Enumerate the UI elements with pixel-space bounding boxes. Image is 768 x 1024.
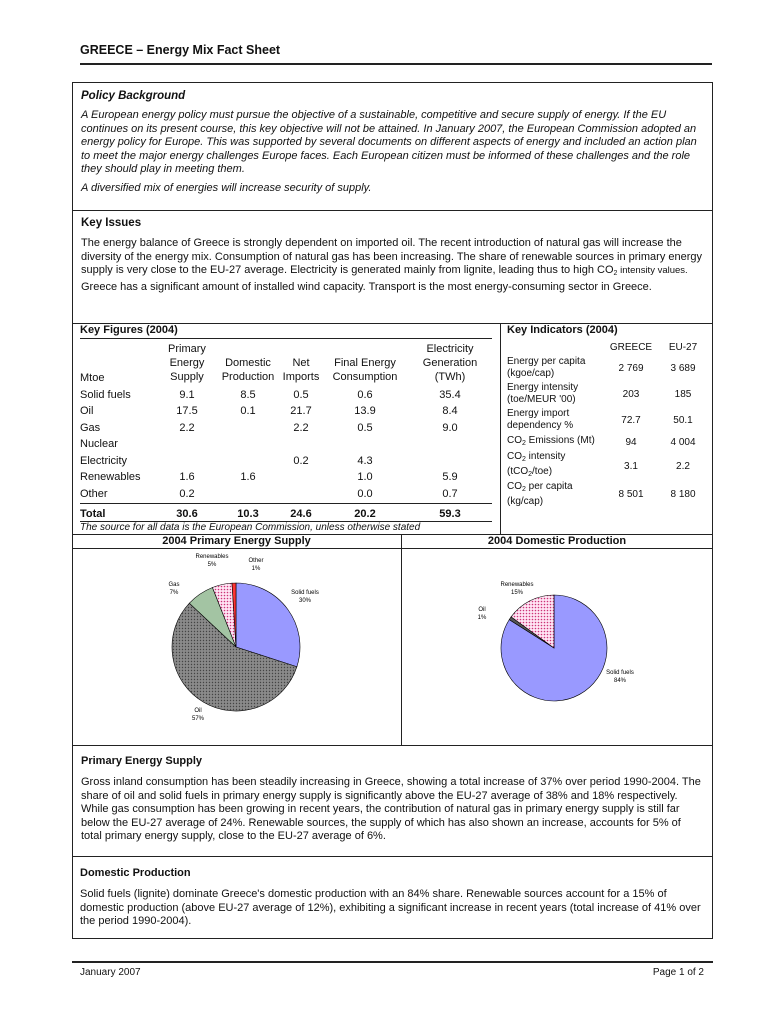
col-header-eg: Electricity Generation (TWh) — [422, 343, 478, 383]
key-figures — [80, 324, 494, 533]
indicator-greece: 203 — [622, 388, 640, 400]
dp-section — [80, 867, 706, 929]
key-indicators-table — [507, 340, 707, 508]
indicator-greece: 94 — [625, 436, 637, 448]
indicator-greece: 72.7 — [621, 414, 641, 426]
cell-fec — [322, 434, 408, 451]
total-fec: 20.2 — [354, 508, 376, 520]
col-header-fec: Final Energy Consumption — [332, 357, 398, 383]
key-indicators-row — [507, 481, 707, 508]
title-rule — [80, 63, 712, 65]
key-indicators-row — [507, 381, 707, 407]
pie-label-solid-fuels: Solid fuels — [606, 670, 634, 676]
cell-dp — [216, 483, 280, 500]
indicator-eu: 3 689 — [670, 362, 696, 374]
figures-divider — [500, 323, 501, 535]
total-dp: 10.3 — [237, 508, 259, 520]
pie-chart-primary-energy-supply — [73, 549, 400, 745]
policy-body: A European energy policy must pursue the objective of a sustainable, competitive and secure supply of energy. If the EU continues on its present course, this key objective will not be attained. In January 2007, the European Commission adopted an energy policy for Europe. This was supported by several documents on different aspects of energy and included an action plan to meet the major energy challenges Europe faces. Each European citizen must be informed of these challenges and the role they should play in meeting them. — [81, 109, 697, 176]
total-pes: 30.6 — [176, 508, 198, 520]
pie-label-other: Other — [248, 558, 264, 564]
cell-label: Electricity — [80, 454, 128, 467]
footer-rule — [72, 961, 713, 963]
pie-chart-domestic-production — [402, 549, 712, 745]
pie-pct-oil: 1% — [477, 615, 487, 621]
col-greece: GREECE — [609, 342, 653, 353]
cell-dp — [216, 417, 280, 434]
cell-fec: 1.0 — [357, 471, 373, 483]
cell-ni — [280, 434, 322, 451]
indicator-eu: 50.1 — [673, 414, 693, 426]
cell-eg — [408, 450, 492, 467]
policy-box — [72, 82, 713, 211]
cell-pes — [158, 434, 216, 451]
footer-date: January 2007 — [80, 967, 141, 978]
unit-label: Mtoe — [80, 372, 105, 384]
key-issues-box — [72, 210, 713, 324]
cell-dp — [216, 450, 280, 467]
key-indicators-row — [507, 451, 707, 481]
cell-pes: 17.5 — [176, 405, 198, 417]
key-indicators-heading: Key Indicators (2004) — [507, 324, 618, 336]
dp-body: Solid fuels (lignite) dominate Greece's domestic production with an 84% share. Renewable sources account for a 15% of domestic production (above EU-27 average of 12%), exhibiting a significant increase in recent years (total increase of 41% over the period 1990-2004). — [80, 888, 701, 928]
cell-ni — [280, 483, 322, 500]
key-figures-row — [80, 401, 492, 418]
cell-eg: 8.4 — [442, 405, 458, 417]
cell-ni: 0.5 — [293, 388, 309, 401]
pie-pct-gas: 7% — [169, 590, 179, 596]
col-header-ni: Net Imports — [282, 357, 320, 383]
key-figures-total — [80, 504, 492, 521]
cell-eg: 35.4 — [439, 388, 461, 401]
cell-fec: 13.9 — [354, 405, 376, 417]
pie-pct-oil: 57% — [191, 716, 205, 722]
cell-label: Nuclear — [80, 438, 118, 450]
cell-fec: 4.3 — [357, 454, 373, 467]
cell-ni: 21.7 — [290, 405, 312, 417]
col-header-dp: Domestic Production — [221, 357, 275, 383]
indicator-label: Energy import dependency % — [507, 408, 574, 431]
policy-heading: Policy Background — [81, 90, 186, 102]
footer-page: Page 1 of 2 — [652, 967, 704, 978]
col-header-pes: Primary Energy Supply — [168, 343, 206, 383]
cell-pes: 9.1 — [179, 388, 195, 401]
cell-eg: 9.0 — [442, 421, 458, 434]
pie-label-oil: Oil — [194, 708, 202, 714]
key-indicators — [507, 324, 707, 508]
key-figures-heading: Key Figures (2004) — [80, 324, 178, 336]
pie-label-oil: Oil — [478, 607, 486, 613]
key-indicators-row — [507, 433, 707, 451]
indicator-label: $CO_2$ intensity (tCO$_2$/toe) — [507, 451, 566, 478]
pie-label-renewables: Renewables — [500, 582, 534, 588]
cell-dp — [216, 434, 280, 451]
cell-label: Renewables — [80, 471, 141, 483]
cell-eg: 0.7 — [442, 487, 458, 500]
policy-note: A diversified mix of energies will increase security of supply. — [81, 181, 372, 194]
cell-fec: 0.6 — [357, 388, 373, 401]
cell-label: Oil — [80, 405, 94, 417]
pie-label-renewables: Renewables — [195, 554, 229, 560]
key-figures-row — [80, 434, 492, 451]
pie-pct-other: 1% — [251, 566, 261, 572]
cell-ni: 0.2 — [293, 454, 309, 467]
cell-eg: 5.9 — [442, 471, 458, 483]
key-issues-body: The energy balance of Greece is strongly dependent on imported oil. The recent introduction of natural gas will increase the diversity of the energy mix. Consumption of natural gas has been increasing. The share of renewable sources in primary energy supply is very close to the EU-27 average. Electricity is generated mainly from lignite, leading thus to high $CO_2$ intensity values. Greece has a significant amount of installed wind capacity. Transport is the most energy-consuming sector in Greece. — [81, 237, 703, 293]
indicator-eu: 8 180 — [670, 489, 696, 500]
key-figures-row — [80, 450, 492, 467]
indicator-greece: 8 501 — [618, 489, 644, 500]
indicator-greece: 3.1 — [624, 460, 638, 472]
key-figures-row — [80, 384, 492, 401]
cell-label: Other — [80, 487, 108, 500]
pes-body: Gross inland consumption has been steadily increasing in Greece, showing a total increase of 37% over period 1990-2004. The share of oil and solid fuels in primary energy supply is significantly above the EU-27 average of 38% and 18% respectively. While gas consumption has been growing in recent years, the contribution of natural gas in primary energy supply is still far below the EU-27 average of 24%. Renewable sources, the supply of which has also shown an increase, accounts for 5% of total primary energy supply, close to the EU-27 average of 6%. — [81, 776, 701, 843]
indicator-eu: 4 004 — [670, 436, 696, 448]
dp-heading: Domestic Production — [80, 867, 191, 879]
indicator-label: Energy per capita (kgoe/cap) — [507, 356, 586, 379]
pie-label-gas: Gas — [168, 582, 180, 588]
total-label: Total — [80, 508, 106, 520]
key-indicators-row — [507, 355, 707, 381]
indicator-label: $CO_2$ Emissions (Mt) — [507, 434, 595, 447]
indicator-eu: 185 — [674, 388, 692, 400]
cell-pes: 0.2 — [179, 487, 195, 500]
cell-label: Solid fuels — [80, 388, 131, 401]
pie-pct-renewables: 15% — [510, 590, 524, 596]
key-issues-heading: Key Issues — [81, 217, 142, 229]
cell-fec: 0.5 — [357, 421, 373, 434]
cell-dp: 8.5 — [240, 388, 256, 401]
pie-pct-solid-fuels: 84% — [613, 678, 627, 684]
chart-title-dp: 2004 Domestic Production — [487, 535, 627, 547]
cell-eg — [408, 434, 492, 451]
cell-fec: 0.0 — [357, 487, 373, 500]
cell-pes: 1.6 — [179, 471, 195, 483]
total-eg: 59.3 — [439, 508, 461, 520]
cell-pes: 2.2 — [179, 421, 195, 434]
cell-dp: 1.6 — [240, 471, 256, 483]
key-figures-row — [80, 467, 492, 484]
pie-label-solid-fuels: Solid fuels — [291, 590, 319, 596]
dp-rule — [72, 856, 713, 857]
cell-dp: 0.1 — [240, 405, 256, 417]
col-eu: EU-27 — [668, 342, 698, 353]
cell-pes — [158, 450, 216, 467]
pie-pct-solid-fuels: 30% — [298, 598, 312, 604]
pie-pct-renewables: 5% — [207, 562, 217, 568]
total-ni: 24.6 — [290, 508, 312, 520]
indicator-eu: 2.2 — [676, 460, 690, 472]
indicator-label: $CO_2$ per capita (kg/cap) — [507, 481, 573, 507]
key-figures-row — [80, 417, 492, 434]
chart-title-pes: 2004 Primary Energy Supply — [162, 535, 311, 547]
cell-label: Gas — [80, 421, 101, 434]
pes-heading: Primary Energy Supply — [81, 755, 203, 767]
indicator-label: Energy intensity (toe/MEUR '00) — [507, 382, 579, 405]
key-figures-table — [80, 340, 492, 500]
cell-ni: 2.2 — [293, 421, 309, 434]
page-title: GREECE – Energy Mix Fact Sheet — [80, 43, 281, 57]
key-figures-row — [80, 483, 492, 500]
indicator-greece: 2 769 — [618, 362, 644, 374]
cell-ni — [280, 467, 322, 484]
key-indicators-row — [507, 407, 707, 433]
source-note: The source for all data is the European Commission, unless otherwise stated — [80, 522, 421, 533]
